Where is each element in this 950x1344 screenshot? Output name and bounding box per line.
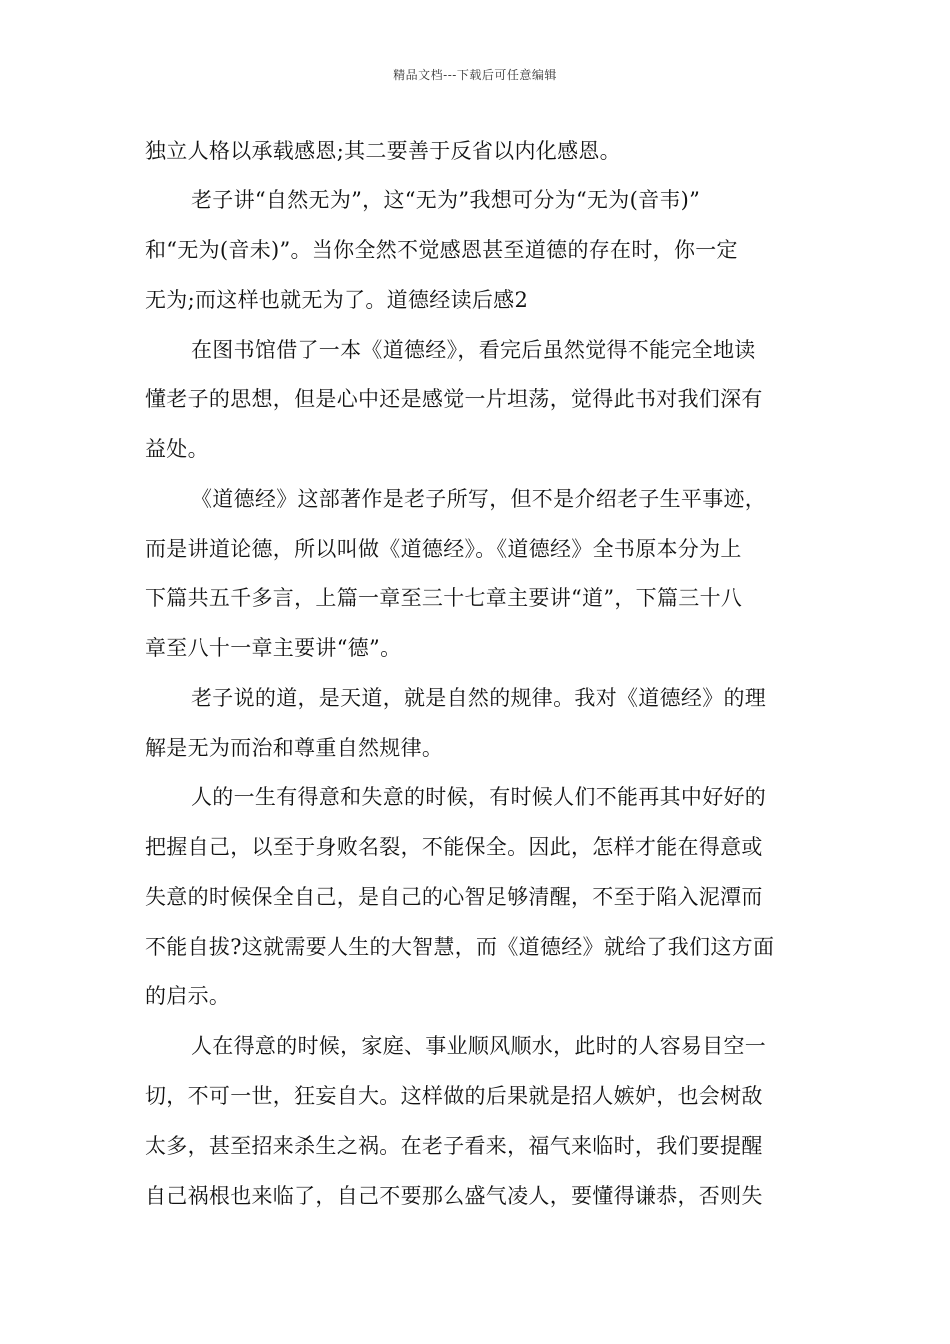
text-line: 在图书馆借了一本《道德经》，看完后虽然觉得不能完全地读 (191, 338, 756, 362)
text-line: 切，不可一世，狂妄自大。这样做的后果就是招人嫉妒，也会树敌 (145, 1084, 763, 1108)
text-line: 独立人格以承载感恩;其二要善于反省以内化感恩。 (145, 139, 621, 163)
text-line: 人在得意的时候，家庭、事业顺风顺水，此时的人容易目空一 (191, 1034, 767, 1058)
text-line: 老子讲“自然无为”，这“无为”我想可分为“无为(音韦)” (191, 188, 701, 212)
text-line: 下篇共五千多言，上篇一章至三十七章主要讲“道”，下篇三十八 (145, 586, 743, 610)
text-line: 无为;而这样也就无为了。道德经读后感2 (145, 288, 529, 312)
text-line: 把握自己，以至于身败名裂，不能保全。因此，怎样才能在得意或 (145, 835, 763, 859)
page-header: 精品文档---下载后可任意编辑 (393, 68, 557, 82)
text-line: 人的一生有得意和失意的时候，有时候人们不能再其中好好的 (191, 785, 767, 809)
text-line: 益处。 (145, 437, 209, 461)
text-line: 的启示。 (145, 984, 231, 1008)
text-line: 《道德经》这部著作是老子所写，但不是介绍老子生平事迹， (191, 487, 767, 511)
text-line: 而是讲道论德，所以叫做《道德经》。《道德经》全书原本分为上 (145, 537, 742, 561)
text-line: 章至八十一章主要讲“德”。 (145, 636, 402, 660)
text-line: 懂老子的思想，但是心中还是感觉一片坦荡，觉得此书对我们深有 (145, 387, 763, 411)
text-line: 不能自拔?这就需要人生的大智慧，而《道德经》就给了我们这方面 (145, 935, 775, 959)
text-line: 和“无为(音未)”。当你全然不觉感恩甚至道德的存在时，你一定 (145, 238, 738, 262)
text-line: 失意的时候保全自己，是自己的心智足够清醒，不至于陷入泥潭而 (145, 885, 763, 909)
text-line: 太多，甚至招来杀生之祸。在老子看来，福气来临时，我们要提醒 (145, 1134, 763, 1158)
text-line: 老子说的道，是天道，就是自然的规律。我对《道德经》的理 (191, 686, 767, 710)
text-line: 自己祸根也来临了，自己不要那么盛气凌人，要懂得谦恭，否则失 (145, 1184, 763, 1208)
text-line: 解是无为而治和尊重自然规律。 (145, 736, 444, 760)
